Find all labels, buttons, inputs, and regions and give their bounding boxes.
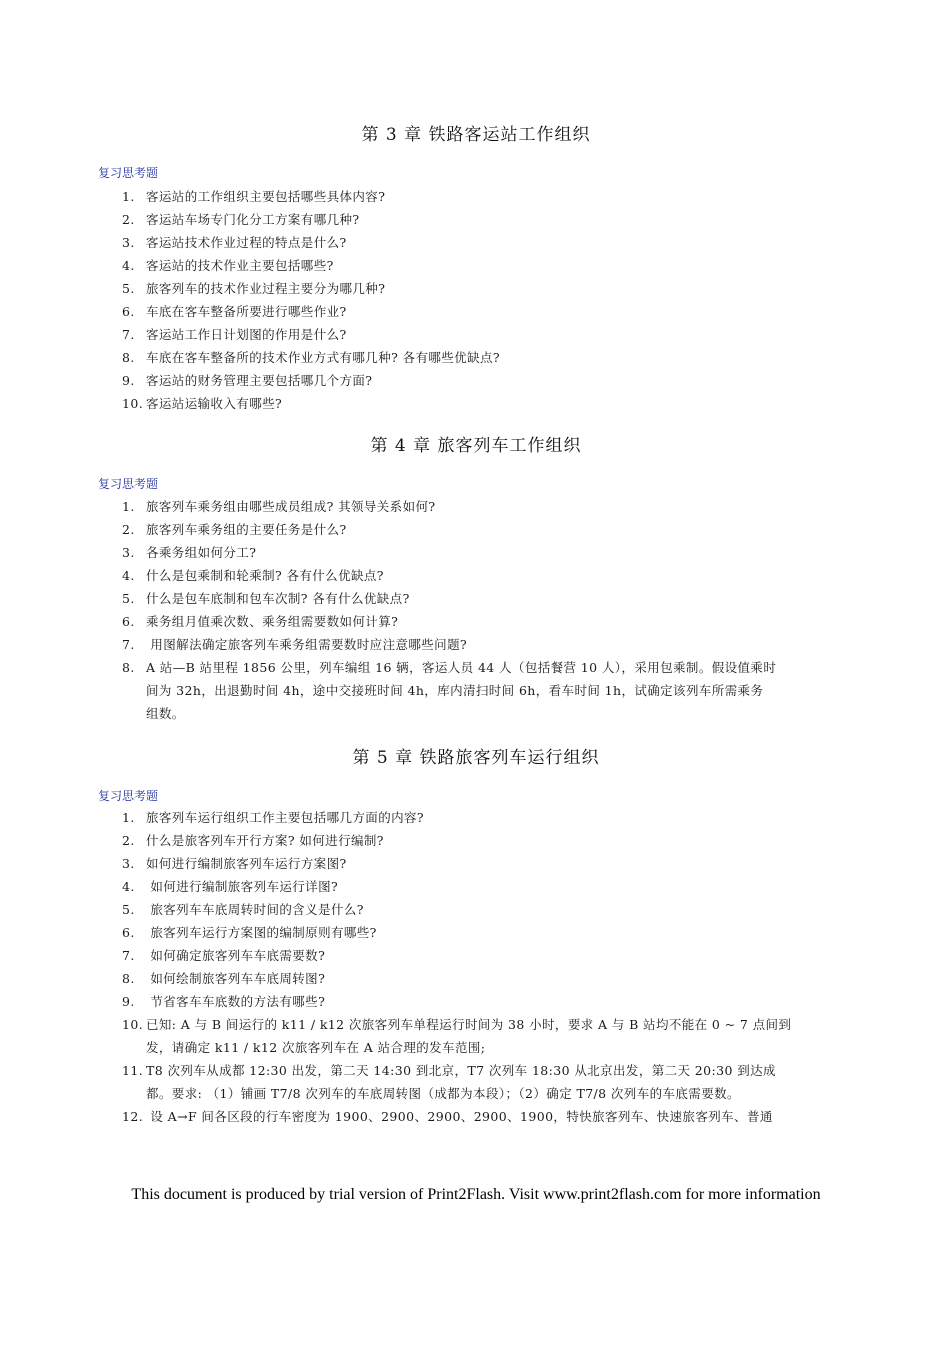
question-item (122, 208, 862, 231)
question-text: 都。要求: （1）铺画 T7/8 次列车的车底周转图（成都为本段）；（2）确定 T7/8 次列车的车底需要数。 (146, 1086, 740, 1101)
question-text: 如何进行编制旅客列车运行详图? (146, 879, 339, 894)
question-number: 2. (122, 212, 135, 227)
question-item (122, 633, 862, 656)
question-text: 组数。 (146, 706, 185, 721)
question-number: 7. (122, 948, 135, 963)
question-text: 旅客列车乘务组的主要任务是什么? (146, 522, 347, 537)
question-number: 7. (122, 327, 135, 342)
chapter-3-title: 第 3 章 铁路客运站工作组织 (361, 125, 591, 145)
question-number: 7. (122, 637, 135, 652)
question-text: 什么是包车底制和包车次制? 各有什么优缺点? (146, 591, 410, 606)
question-text: 乘务组月值乘次数、乘务组需要数如何计算? (146, 614, 399, 629)
trial-watermark-footer: This document is produced by trial version of Print2Flash. Visit www.print2flash.com for more information (131, 1186, 821, 1203)
question-item (122, 346, 862, 369)
question-number: 8. (122, 660, 135, 675)
question-number: 5. (122, 281, 135, 296)
question-item (122, 495, 862, 518)
question-item (122, 921, 862, 944)
question-text: 客运站的工作组织主要包括哪些具体内容? (146, 189, 386, 204)
question-number: 8. (122, 971, 135, 986)
question-text: 旅客列车运行组织工作主要包括哪几方面的内容? (146, 810, 425, 825)
question-text: 旅客列车运行方案图的编制原则有哪些? (146, 925, 377, 940)
chapter-5-title: 第 5 章 铁路旅客列车运行组织 (352, 748, 600, 768)
question-text: 间为 32h，出退勤时间 4h，途中交接班时间 4h，库内清扫时间 6h，看车时间 1h，试确定该列车所需乘务 (146, 683, 764, 698)
question-text: A 站—B 站里程 1856 公里，列车编组 16 辆，客运人员 44 人（包括餐营 10 人），采用包乘制。假设值乘时 (146, 660, 777, 675)
question-text: 如何绘制旅客列车车底周转图? (146, 971, 326, 986)
question-number: 6. (122, 304, 135, 319)
question-item (122, 231, 862, 254)
question-number: 10. (122, 1017, 144, 1032)
question-item (122, 392, 862, 415)
question-item (122, 852, 862, 875)
question-item (122, 564, 862, 587)
question-text: 各乘务组如何分工? (146, 545, 257, 560)
question-number: 1. (122, 189, 135, 204)
question-number: 4. (122, 258, 135, 273)
question-text: 如何确定旅客列车车底需要数? (146, 948, 326, 963)
question-number: 6. (122, 925, 135, 940)
question-text: 客运站运输收入有哪些? (146, 396, 283, 411)
question-item (122, 518, 862, 541)
question-item (122, 300, 862, 323)
question-text: 发，请确定 k11 / k12 次旅客列车在 A 站合理的发车范围; (146, 1040, 486, 1055)
question-text: 用图解法确定旅客列车乘务组需要数时应注意哪些问题? (146, 637, 468, 652)
question-text: T8 次列车从成都 12:30 出发，第二天 14:30 到北京，T7 次列车 18:30 从北京出发，第二天 20:30 到达成 (146, 1063, 776, 1078)
question-item (122, 967, 862, 990)
question-item (122, 806, 862, 829)
question-item (122, 323, 862, 346)
question-number: 12. (122, 1109, 144, 1124)
question-text: 客运站工作日计划图的作用是什么? (146, 327, 347, 342)
question-text: 已知: A 与 B 间运行的 k11 / k12 次旅客列车单程运行时间为 38 小时，要求 A 与 B 站均不能在 0 ~ 7 点间到 (146, 1017, 792, 1032)
question-item (122, 875, 862, 898)
question-number: 2. (122, 522, 135, 537)
question-number: 5. (122, 591, 135, 606)
question-item (122, 1105, 862, 1128)
question-text: 客运站的财务管理主要包括哪几个方面? (146, 373, 373, 388)
question-number: 8. (122, 350, 135, 365)
question-item (122, 541, 862, 564)
chapter-4-title: 第 4 章 旅客列车工作组织 (370, 436, 582, 456)
question-text: 旅客列车乘务组由哪些成员组成? 其领导关系如何? (146, 499, 436, 514)
question-number: 4. (122, 568, 135, 583)
question-item (122, 1013, 862, 1059)
question-text: 设 A→F 间各区段的行车密度为 1900、2900、2900、2900、1900，特快旅客列车、快速旅客列车、普通 (146, 1109, 773, 1124)
chapter-5-section-label: 复习思考题 (98, 789, 159, 803)
question-number: 1. (122, 499, 135, 514)
question-item (122, 277, 862, 300)
question-number: 2. (122, 833, 135, 848)
question-number: 6. (122, 614, 135, 629)
chapter-4-section-label: 复习思考题 (98, 477, 159, 491)
question-text: 客运站的技术作业主要包括哪些? (146, 258, 334, 273)
question-number: 3. (122, 856, 135, 871)
question-item (122, 656, 862, 725)
question-item (122, 944, 862, 967)
question-number: 9. (122, 994, 135, 1009)
question-item (122, 1059, 862, 1105)
chapter-3-section-label: 复习思考题 (98, 166, 159, 180)
question-text: 如何进行编制旅客列车运行方案图? (146, 856, 347, 871)
question-number: 10. (122, 396, 144, 411)
question-item (122, 990, 862, 1013)
question-item (122, 898, 862, 921)
question-text: 客运站技术作业过程的特点是什么? (146, 235, 347, 250)
question-text: 客运站车场专门化分工方案有哪几种? (146, 212, 360, 227)
question-number: 5. (122, 902, 135, 917)
question-item (122, 587, 862, 610)
question-text: 旅客列车车底周转时间的含义是什么? (146, 902, 364, 917)
question-text: 车底在客车整备所的技术作业方式有哪几种? 各有哪些优缺点? (146, 350, 500, 365)
question-text: 旅客列车的技术作业过程主要分为哪几种? (146, 281, 386, 296)
question-text: 节省客车车底数的方法有哪些? (146, 994, 326, 1009)
question-number: 4. (122, 879, 135, 894)
question-number: 1. (122, 810, 135, 825)
question-item (122, 254, 862, 277)
question-number: 11. (122, 1063, 144, 1078)
question-item (122, 829, 862, 852)
question-number: 3. (122, 545, 135, 560)
question-item (122, 369, 862, 392)
question-text: 什么是包乘制和轮乘制? 各有什么优缺点? (146, 568, 384, 583)
question-number: 9. (122, 373, 135, 388)
question-item (122, 185, 862, 208)
question-item (122, 610, 862, 633)
question-number: 3. (122, 235, 135, 250)
question-text: 车底在客车整备所要进行哪些作业? (146, 304, 347, 319)
question-text: 什么是旅客列车开行方案? 如何进行编制? (146, 833, 384, 848)
